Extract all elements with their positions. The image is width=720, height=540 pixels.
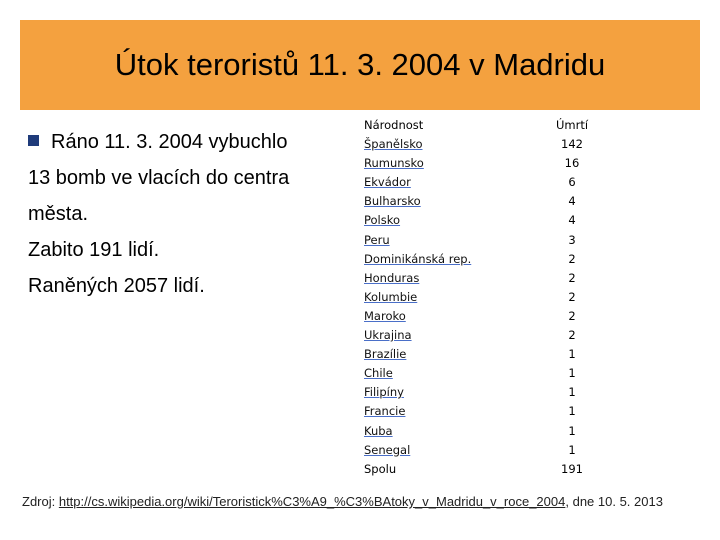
- table-row: [360, 269, 606, 288]
- nationality-link[interactable]: Rumunsko: [364, 156, 424, 171]
- table-row: [360, 135, 606, 154]
- nationality-link[interactable]: Dominikánská rep.: [364, 251, 472, 266]
- nationality-link[interactable]: Polsko: [364, 213, 401, 228]
- body-line: 13 bomb ve vlacích do centra: [28, 167, 290, 189]
- nationality-cell[interactable]: [360, 345, 518, 364]
- bullet-text: Ráno 11. 3. 2004 vybuchlo: [51, 131, 288, 153]
- table-row: [360, 154, 606, 173]
- slide-title: Útok teroristů 11. 3. 2004 v Madridu: [114, 47, 606, 82]
- deaths-cell: 16: [564, 156, 580, 171]
- table-row: [360, 383, 606, 402]
- nationality-cell[interactable]: [360, 250, 518, 269]
- table-header-row: [360, 116, 606, 135]
- nationality-cell[interactable]: [360, 441, 518, 460]
- nationality-cell[interactable]: [360, 211, 518, 230]
- nationality-cell[interactable]: [360, 135, 518, 154]
- nationality-cell[interactable]: [360, 383, 518, 402]
- nationality-link[interactable]: Kolumbie: [364, 289, 418, 304]
- nationality-link[interactable]: Francie: [364, 404, 406, 419]
- nationality-cell[interactable]: [360, 402, 518, 421]
- nationality-link[interactable]: Ukrajina: [364, 328, 412, 343]
- table-row: [360, 307, 606, 326]
- body-line: města.: [28, 203, 89, 225]
- title-bar: [20, 20, 700, 110]
- nationality-cell[interactable]: [360, 307, 518, 326]
- nationality-cell[interactable]: [360, 269, 518, 288]
- deaths-cell: 3: [568, 232, 576, 247]
- deaths-cell: 142: [561, 137, 583, 152]
- deaths-cell: 2: [568, 251, 576, 266]
- table-row: [360, 288, 606, 307]
- table-row: [360, 364, 606, 383]
- nationality-link[interactable]: Brazílie: [364, 347, 407, 362]
- deaths-cell: 1: [568, 385, 576, 400]
- table-row: [360, 345, 606, 364]
- deaths-cell: 2: [568, 289, 576, 304]
- nationality-link[interactable]: Filipíny: [364, 385, 404, 400]
- table-total-row: [360, 460, 606, 479]
- nationality-cell[interactable]: [360, 192, 518, 211]
- total-label: Spolu: [364, 461, 397, 476]
- header-nationality: Národnost: [364, 118, 424, 132]
- deaths-cell: 6: [568, 175, 576, 190]
- deaths-cell: 2: [568, 308, 576, 323]
- nationality-cell[interactable]: [360, 173, 518, 192]
- table-row: [360, 192, 606, 211]
- nationality-link[interactable]: Maroko: [364, 308, 406, 323]
- deaths-cell: 1: [568, 423, 576, 438]
- source-suffix: , dne 10. 5. 2013: [565, 494, 663, 509]
- table-body: [360, 135, 606, 460]
- deaths-cell: 2: [568, 270, 576, 285]
- nationality-cell[interactable]: [360, 231, 518, 250]
- table-row: [360, 211, 606, 230]
- body-line: Raněných 2057 lidí.: [28, 275, 205, 297]
- victims-table: [360, 116, 606, 479]
- nationality-link[interactable]: Bulharsko: [364, 194, 421, 209]
- nationality-link[interactable]: Kuba: [364, 423, 393, 438]
- deaths-cell: 2: [568, 328, 576, 343]
- table-row: [360, 326, 606, 345]
- nationality-link[interactable]: Ekvádor: [364, 175, 411, 190]
- slide-body: [28, 124, 358, 304]
- header-deaths: Úmrtí: [555, 118, 589, 132]
- nationality-link[interactable]: Chile: [364, 366, 393, 381]
- nationality-cell[interactable]: [360, 422, 518, 441]
- table-row: [360, 250, 606, 269]
- total-deaths: 191: [561, 461, 583, 476]
- source-prefix: Zdroj:: [22, 494, 59, 509]
- source-citation: [22, 492, 692, 512]
- table-row: [360, 441, 606, 460]
- deaths-cell: 1: [568, 404, 576, 419]
- deaths-cell: 1: [568, 366, 576, 381]
- table-row: [360, 173, 606, 192]
- nationality-link[interactable]: Honduras: [364, 270, 420, 285]
- nationality-cell[interactable]: [360, 288, 518, 307]
- bullet-line: [28, 124, 358, 160]
- table-row: [360, 422, 606, 441]
- deaths-cell: 4: [568, 213, 576, 228]
- nationality-cell[interactable]: [360, 154, 518, 173]
- square-bullet-icon: [28, 135, 39, 146]
- nationality-link[interactable]: Senegal: [364, 442, 411, 457]
- table-row: [360, 231, 606, 250]
- deaths-cell: 1: [568, 347, 576, 362]
- body-line: Zabito 191 lidí.: [28, 239, 160, 261]
- table-row: [360, 402, 606, 421]
- deaths-cell: 4: [568, 194, 576, 209]
- nationality-cell[interactable]: [360, 364, 518, 383]
- nationality-link[interactable]: Peru: [364, 232, 390, 247]
- nationality-link[interactable]: Španělsko: [364, 137, 423, 152]
- source-link[interactable]: http://cs.wikipedia.org/wiki/Teroristick%C3%A9_%C3%BAtoky_v_Madridu_v_roce_2004: [58, 494, 566, 509]
- nationality-cell[interactable]: [360, 326, 518, 345]
- deaths-cell: 1: [568, 442, 576, 457]
